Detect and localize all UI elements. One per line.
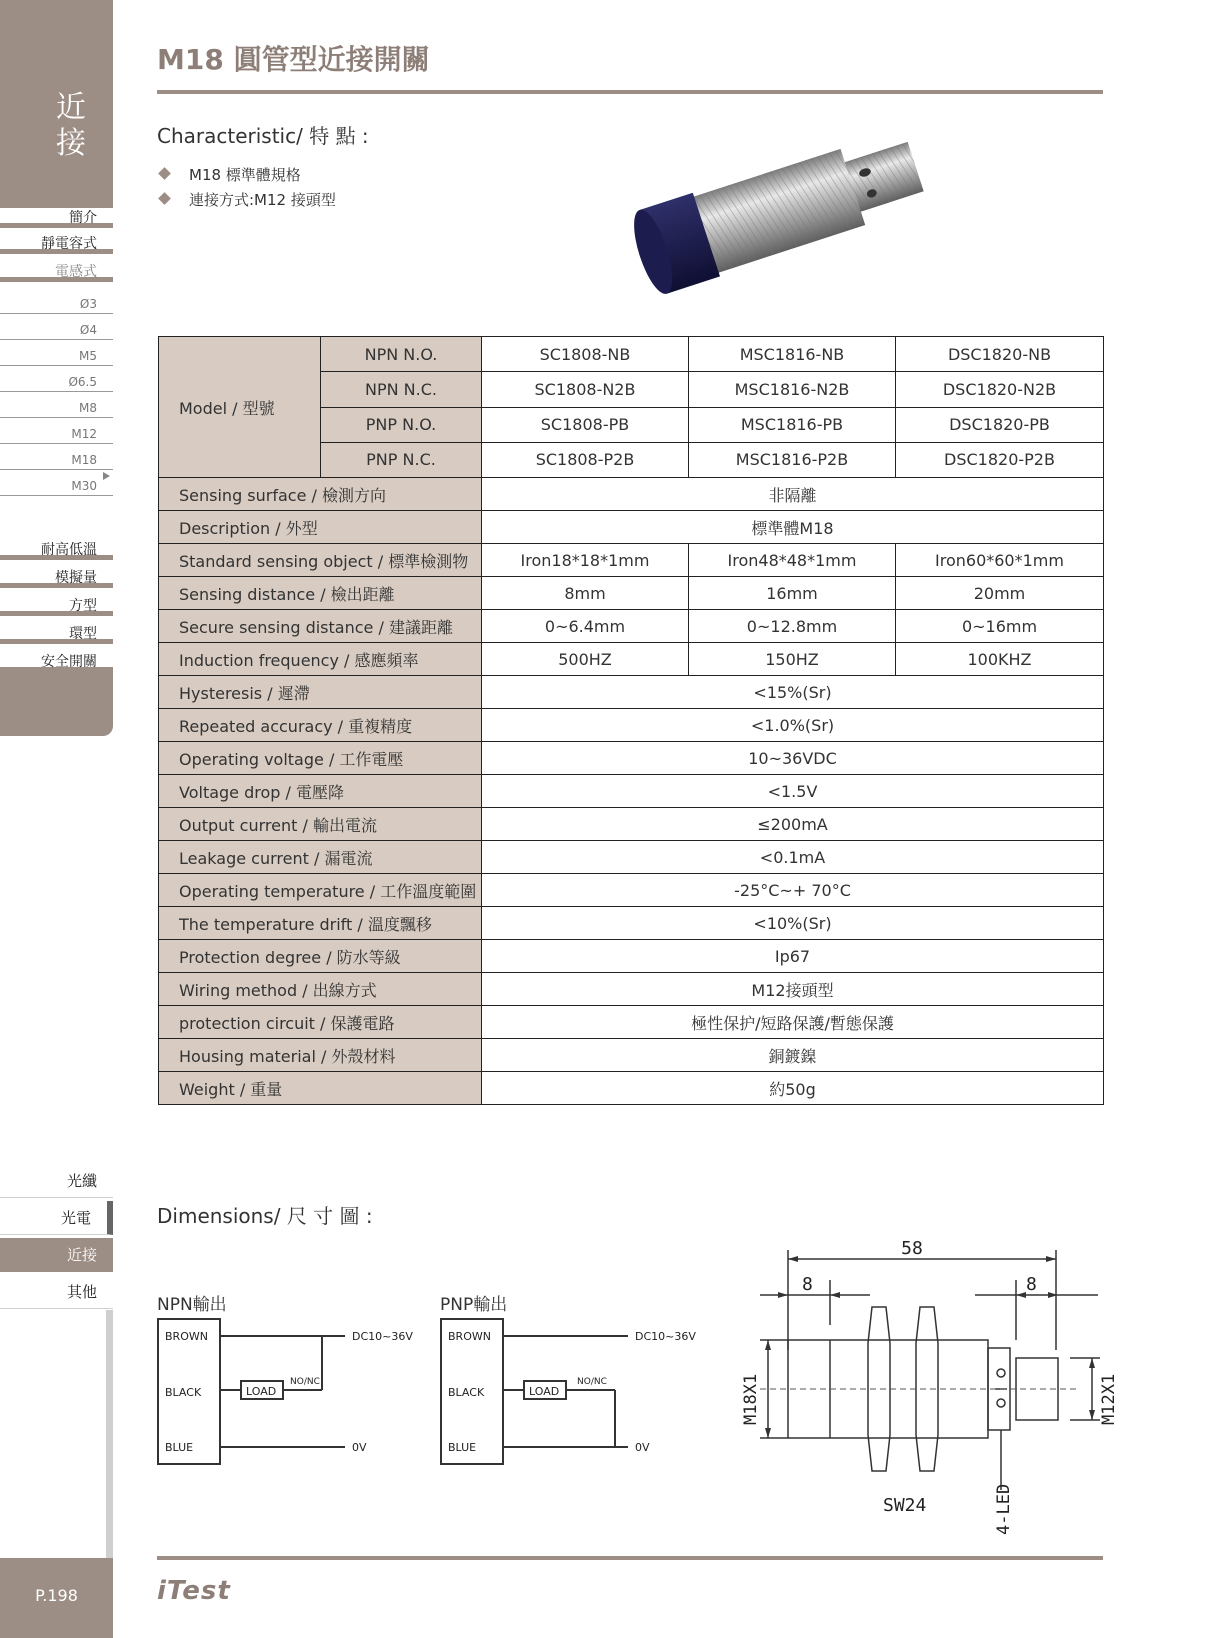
model-number-cell: MSC1816-N2B — [689, 372, 896, 407]
right-length-label: 8 — [1026, 1274, 1037, 1295]
page-title: M18 圓管型近接開關 — [157, 43, 430, 76]
sidebar-section-header — [0, 0, 113, 208]
model-number-cell: MSC1816-PB — [689, 407, 896, 442]
pnp-black-label: BLACK — [448, 1386, 485, 1399]
spec-row — [159, 742, 1104, 775]
sidebar-item[interactable]: M12 — [0, 422, 113, 444]
section-char-2: 接 — [56, 126, 86, 161]
feature-bullet: M18 標準體規格 — [160, 164, 301, 185]
spec-value: <1.0%(Sr) — [482, 709, 1104, 742]
spec-row — [159, 1072, 1104, 1105]
npn-blue-label: BLUE — [165, 1441, 194, 1454]
spec-label: Description / 外型 — [159, 511, 482, 544]
spec-label: protection circuit / 保護電路 — [159, 1006, 482, 1039]
sidebar-item[interactable]: 模擬量 — [0, 568, 113, 588]
spec-value: 0~12.8mm — [689, 610, 896, 643]
pnp-brown-label: BROWN — [448, 1330, 491, 1343]
current-item-arrow-icon — [103, 472, 110, 480]
spec-row — [159, 1039, 1104, 1072]
overall-length-label: 58 — [901, 1238, 923, 1259]
sidebar-item[interactable]: 靜電容式 — [0, 234, 113, 254]
spec-value: 極性保护/短路保護/暫態保護 — [482, 1006, 1104, 1039]
spec-label: Protection degree / 防水等級 — [159, 940, 482, 973]
spec-row — [159, 511, 1104, 544]
sidebar-item[interactable]: 耐高低溫 — [0, 540, 113, 560]
output-type-cell: NPN N.O. — [321, 337, 482, 372]
spec-row — [159, 643, 1104, 676]
section-char-1: 近 — [56, 90, 86, 125]
spec-row — [159, 676, 1104, 709]
diamond-bullet-icon — [158, 192, 171, 205]
spec-row — [159, 610, 1104, 643]
spec-value: <15%(Sr) — [482, 676, 1104, 709]
pnp-load-label: LOAD — [529, 1385, 560, 1398]
spec-label: The temperature drift / 溫度飄移 — [159, 907, 482, 940]
npn-output-title: NPN輸出 — [157, 1295, 227, 1315]
npn-wiring-diagram — [157, 1318, 427, 1468]
spec-row — [159, 775, 1104, 808]
dimension-drawing — [720, 1235, 1119, 1540]
spec-row — [159, 1006, 1104, 1039]
brand-logo: iTest — [157, 1576, 231, 1606]
spec-value: 標準體M18 — [482, 511, 1104, 544]
sidebar-item[interactable]: 簡介 — [0, 208, 113, 228]
model-number-cell: MSC1816-P2B — [689, 442, 896, 477]
spec-row — [159, 478, 1104, 511]
model-number-cell: SC1808-N2B — [482, 372, 689, 407]
spec-value: Ip67 — [482, 940, 1104, 973]
spec-value: ≤200mA — [482, 808, 1104, 841]
sidebar-item[interactable]: 方型 — [0, 596, 113, 616]
feature-bullet: 連接方式:M12 接頭型 — [160, 189, 336, 210]
spec-value: 10~36VDC — [482, 742, 1104, 775]
spec-value: -25°C~+ 70°C — [482, 874, 1104, 907]
spec-row — [159, 973, 1104, 1006]
spec-label: Output current / 輸出電流 — [159, 808, 482, 841]
spec-value: Iron60*60*1mm — [896, 544, 1104, 577]
spec-label: Operating voltage / 工作電壓 — [159, 742, 482, 775]
spec-value: Iron48*48*1mm — [689, 544, 896, 577]
pnp-supply-label: DC10~36V — [635, 1330, 696, 1343]
spec-value: <1.5V — [482, 775, 1104, 808]
sidebar-category-proximity[interactable]: 近接 — [0, 1238, 113, 1272]
spec-value: 約50g — [482, 1072, 1104, 1105]
spec-label: Repeated accuracy / 重複精度 — [159, 709, 482, 742]
pnp-nonc-label: NO/NC — [577, 1377, 607, 1387]
spec-row — [159, 709, 1104, 742]
sidebar-category-other[interactable]: 其他 — [0, 1275, 113, 1309]
model-number-cell: SC1808-PB — [482, 407, 689, 442]
npn-brown-label: BROWN — [165, 1330, 208, 1343]
spec-value: Iron18*18*1mm — [482, 544, 689, 577]
spec-label: Housing material / 外殼材料 — [159, 1039, 482, 1072]
spec-value: 500HZ — [482, 643, 689, 676]
sidebar-item[interactable]: Ø3 — [0, 292, 113, 314]
spec-value: 150HZ — [689, 643, 896, 676]
spec-value: <10%(Sr) — [482, 907, 1104, 940]
spec-value: 非隔離 — [482, 478, 1104, 511]
spec-row — [159, 808, 1104, 841]
spec-label: Voltage drop / 電壓降 — [159, 775, 482, 808]
spec-label: Induction frequency / 感應頻率 — [159, 643, 482, 676]
spec-row — [159, 874, 1104, 907]
spec-value: 16mm — [689, 577, 896, 610]
sidebar-divider-strip — [106, 1310, 113, 1558]
model-number-cell: SC1808-P2B — [482, 442, 689, 477]
sidebar-item[interactable]: Ø6.5 — [0, 370, 113, 392]
model-number-cell: SC1808-NB — [482, 337, 689, 372]
sidebar-category-fiber[interactable]: 光纖 — [0, 1164, 113, 1198]
connector-thread-label: M12X1 — [1099, 1373, 1119, 1425]
diamond-bullet-icon — [158, 167, 171, 180]
output-type-cell: PNP N.O. — [321, 407, 482, 442]
spec-value: 8mm — [482, 577, 689, 610]
sidebar-item[interactable]: M8 — [0, 396, 113, 418]
characteristic-heading: Characteristic/ 特 點 : — [157, 124, 369, 148]
sidebar-item[interactable]: M5 — [0, 344, 113, 366]
sidebar-decor-block — [0, 672, 113, 736]
sidebar-category-photoelectric[interactable]: 光電 — [0, 1201, 113, 1235]
spec-value: M12接頭型 — [482, 973, 1104, 1006]
spec-row — [159, 907, 1104, 940]
spec-label: Hysteresis / 遲滯 — [159, 676, 482, 709]
npn-load-label: LOAD — [246, 1385, 277, 1398]
npn-zero-label: 0V — [352, 1441, 367, 1454]
spec-label: Sensing distance / 檢出距離 — [159, 577, 482, 610]
model-row — [159, 337, 1104, 372]
sidebar-item[interactable]: Ø4 — [0, 318, 113, 340]
sensor-product-image — [630, 120, 960, 310]
spec-row — [159, 544, 1104, 577]
sidebar-item[interactable]: 安全開關 — [0, 652, 113, 672]
output-type-cell: NPN N.C. — [321, 372, 482, 407]
spec-label: Weight / 重量 — [159, 1072, 482, 1105]
model-number-cell: DSC1820-NB — [896, 337, 1104, 372]
spec-value: 20mm — [896, 577, 1104, 610]
model-label: Model / 型號 — [159, 337, 321, 478]
spec-value: 0~16mm — [896, 610, 1104, 643]
led-label: 4-LED — [994, 1483, 1014, 1535]
model-number-cell: MSC1816-NB — [689, 337, 896, 372]
spec-row — [159, 577, 1104, 610]
output-type-cell: PNP N.C. — [321, 442, 482, 477]
spec-label: Secure sensing distance / 建議距離 — [159, 610, 482, 643]
spec-value: <0.1mA — [482, 841, 1104, 874]
dimensions-heading: Dimensions/ 尺 寸 圖 : — [157, 1204, 373, 1228]
npn-nonc-label: NO/NC — [290, 1377, 320, 1387]
pnp-output-title: PNP輸出 — [440, 1295, 508, 1315]
sidebar-item[interactable]: 電感式 — [0, 262, 113, 282]
sidebar-item[interactable]: 環型 — [0, 624, 113, 644]
title-divider — [157, 90, 1103, 94]
spec-label: Wiring method / 出線方式 — [159, 973, 482, 1006]
spec-value: 0~6.4mm — [482, 610, 689, 643]
spec-row — [159, 940, 1104, 973]
pnp-zero-label: 0V — [635, 1441, 650, 1454]
page-number: P.198 — [0, 1558, 113, 1638]
pnp-wiring-diagram — [440, 1318, 710, 1468]
sidebar-item[interactable]: M30 — [0, 474, 113, 496]
left-length-label: 8 — [802, 1274, 813, 1295]
footer-divider — [157, 1556, 1103, 1560]
spec-value: 銅鍍鎳 — [482, 1039, 1104, 1072]
npn-supply-label: DC10~36V — [352, 1330, 413, 1343]
wrench-size-label: SW24 — [883, 1495, 927, 1516]
spec-value: 100KHZ — [896, 643, 1104, 676]
sidebar-item[interactable]: M18 — [0, 448, 113, 470]
model-number-cell: DSC1820-PB — [896, 407, 1104, 442]
spec-table — [158, 336, 1104, 1105]
npn-black-label: BLACK — [165, 1386, 202, 1399]
spec-label: Leakage current / 漏電流 — [159, 841, 482, 874]
model-number-cell: DSC1820-P2B — [896, 442, 1104, 477]
spec-label: Sensing surface / 檢測方向 — [159, 478, 482, 511]
model-number-cell: DSC1820-N2B — [896, 372, 1104, 407]
thread-label: M18X1 — [741, 1373, 761, 1425]
spec-label: Standard sensing object / 標準檢測物 — [159, 544, 482, 577]
spec-label: Operating temperature / 工作溫度範圍 — [159, 874, 482, 907]
spec-row — [159, 841, 1104, 874]
pnp-blue-label: BLUE — [448, 1441, 477, 1454]
